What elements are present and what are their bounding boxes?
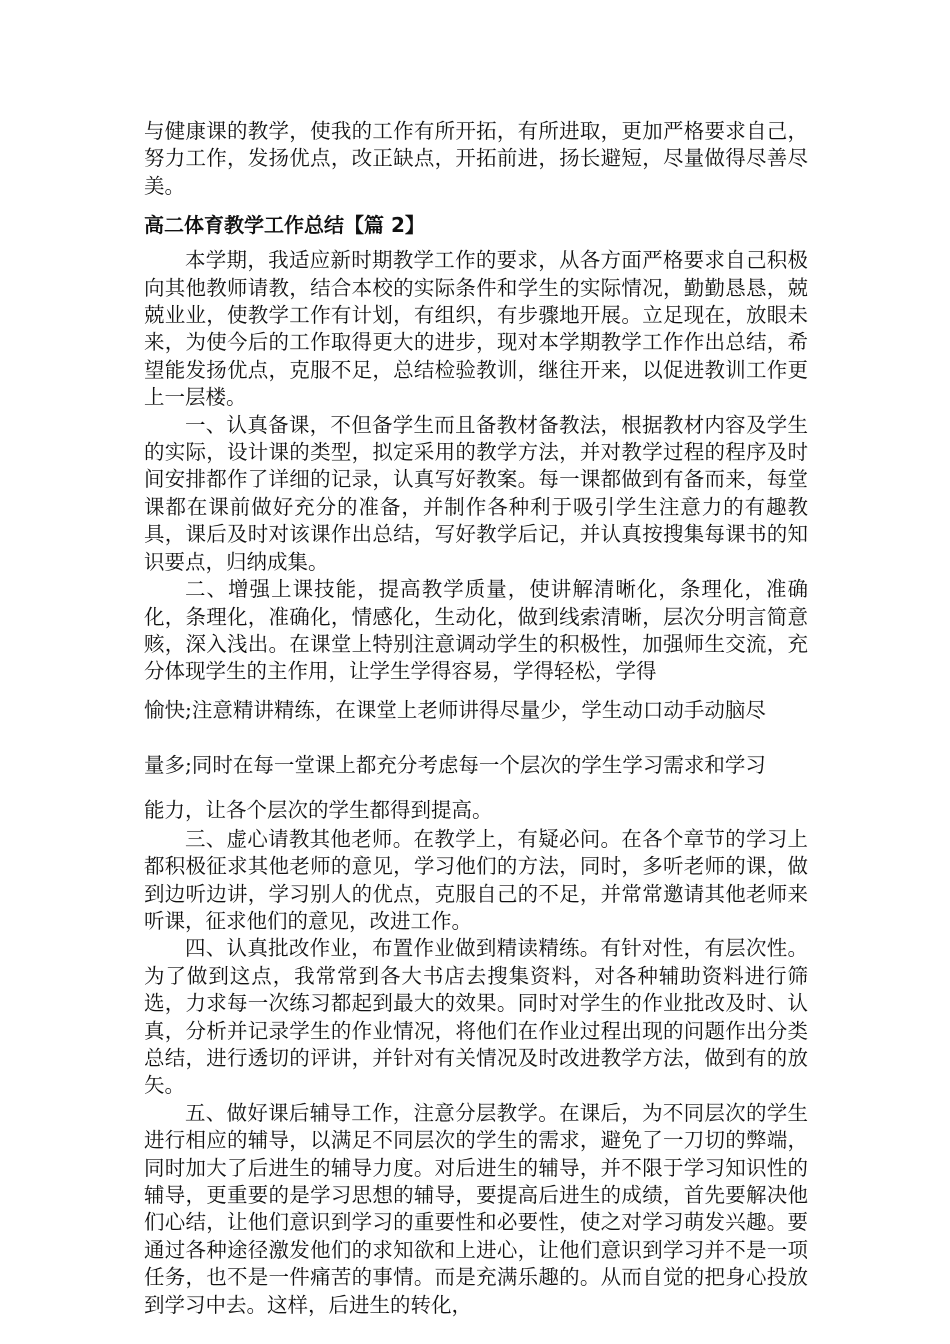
paragraph-point-5: 五、做好课后辅导工作，注意分层教学。在课后，为不同层次的学生进行相应的辅导，以满足不同层次的学生的需求，避免了一刀切的弊端，同时加大了后进生的辅导力度。对后进生的辅导，并不限于学习知识性的辅导，更重要的是学习思想的辅导，要提高后进生的成绩，首先要解决他们心结，让他们意识到学习的重要性和必要性，使之对学习萌发兴趣。要通过各种途径激发他们的求知欲和上进心，让他们意识到学习并不是一项任务，也不是一件痛苦的事情。而是充满乐趣的。从而自觉的把身心投放到学习中去。这样，后进生的转化， (144, 1100, 808, 1317)
paragraph-point-2-line-b: 量多;同时在每一堂课上都充分考虑每一个层次的学生学习需求和学习 (144, 752, 766, 777)
paragraph-point-2: 二、增强上课技能，提高教学质量，使讲解清晰化，条理化，准确化，条理化，准确化，情感化，生动化，做到线索清晰，层次分明言简意赅，深入浅出。在课堂上特别注意调动学生的积极性，加强师生交流，充分体现学生的主作用，让学生学得容易，学得轻松，学得 (144, 577, 808, 684)
document-body (144, 118, 808, 1319)
paragraph-point-2-line-c: 能力，让各个层次的学生都得到提高。 (144, 797, 493, 822)
intro-paragraph: 与健康课的教学，使我的工作有所开拓，有所进取，更加严格要求自己，努力工作，发扬优点，改正缺点，开拓前进，扬长避短，尽量做得尽善尽美。 (144, 119, 808, 198)
paragraph-point-3: 三、虚心请教其他老师。在教学上，有疑必问。在各个章节的学习上都积极征求其他老师的意见，学习他们的方法，同时，多听老师的课，做到边听边讲，学习别人的优点，克服自己的不足，并常常邀请其他老师来听课，征求他们的意见，改进工作。 (144, 826, 808, 933)
paragraph-point-4: 四、认真批改作业，布置作业做到精读精练。有针对性，有层次性。为了做到这点，我常常到各大书店去搜集资料，对各种辅助资料进行筛选，力求每一次练习都起到最大的效果。同时对学生的作业批改及时、认真，分析并记录学生的作业情况，将他们在作业过程出现的问题作出分类总结，进行透切的评讲，并针对有关情况及时改进教学方法，做到有的放矢。 (144, 936, 808, 1098)
paragraph-point-2-line-a: 愉快;注意精讲精练，在课堂上老师讲得尽量少，学生动口动手动脑尽 (144, 697, 766, 722)
section-heading: 高二体育教学工作总结【篇 2】 (144, 213, 425, 238)
paragraph-point-1: 一、认真备课，不但备学生而且备教材备教法，根据教材内容及学生的实际，设计课的类型，拟定采用的教学方法，并对教学过程的程序及时间安排都作了详细的记录，认真写好教案。每一课都做到有备而来，每堂课都在课前做好充分的准备，并制作各种利于吸引学生注意力的有趣教具，课后及时对该课作出总结，写好教学后记，并认真按搜集每课书的知识要点，归纳成集。 (144, 412, 808, 574)
paragraph-opening: 本学期，我适应新时期教学工作的要求，从各方面严格要求自己积极向其他教师请教，结合本校的实际条件和学生的实际情况，勤勤恳恳，兢兢业业，使教学工作有计划，有组织，有步骤地开展。立足现在，放眼未来，为使今后的工作取得更大的进步，现对本学期教学工作作出总结，希望能发扬优点，克服不足，总结检验教训，继往开来，以促进教训工作更上一层楼。 (144, 248, 808, 410)
